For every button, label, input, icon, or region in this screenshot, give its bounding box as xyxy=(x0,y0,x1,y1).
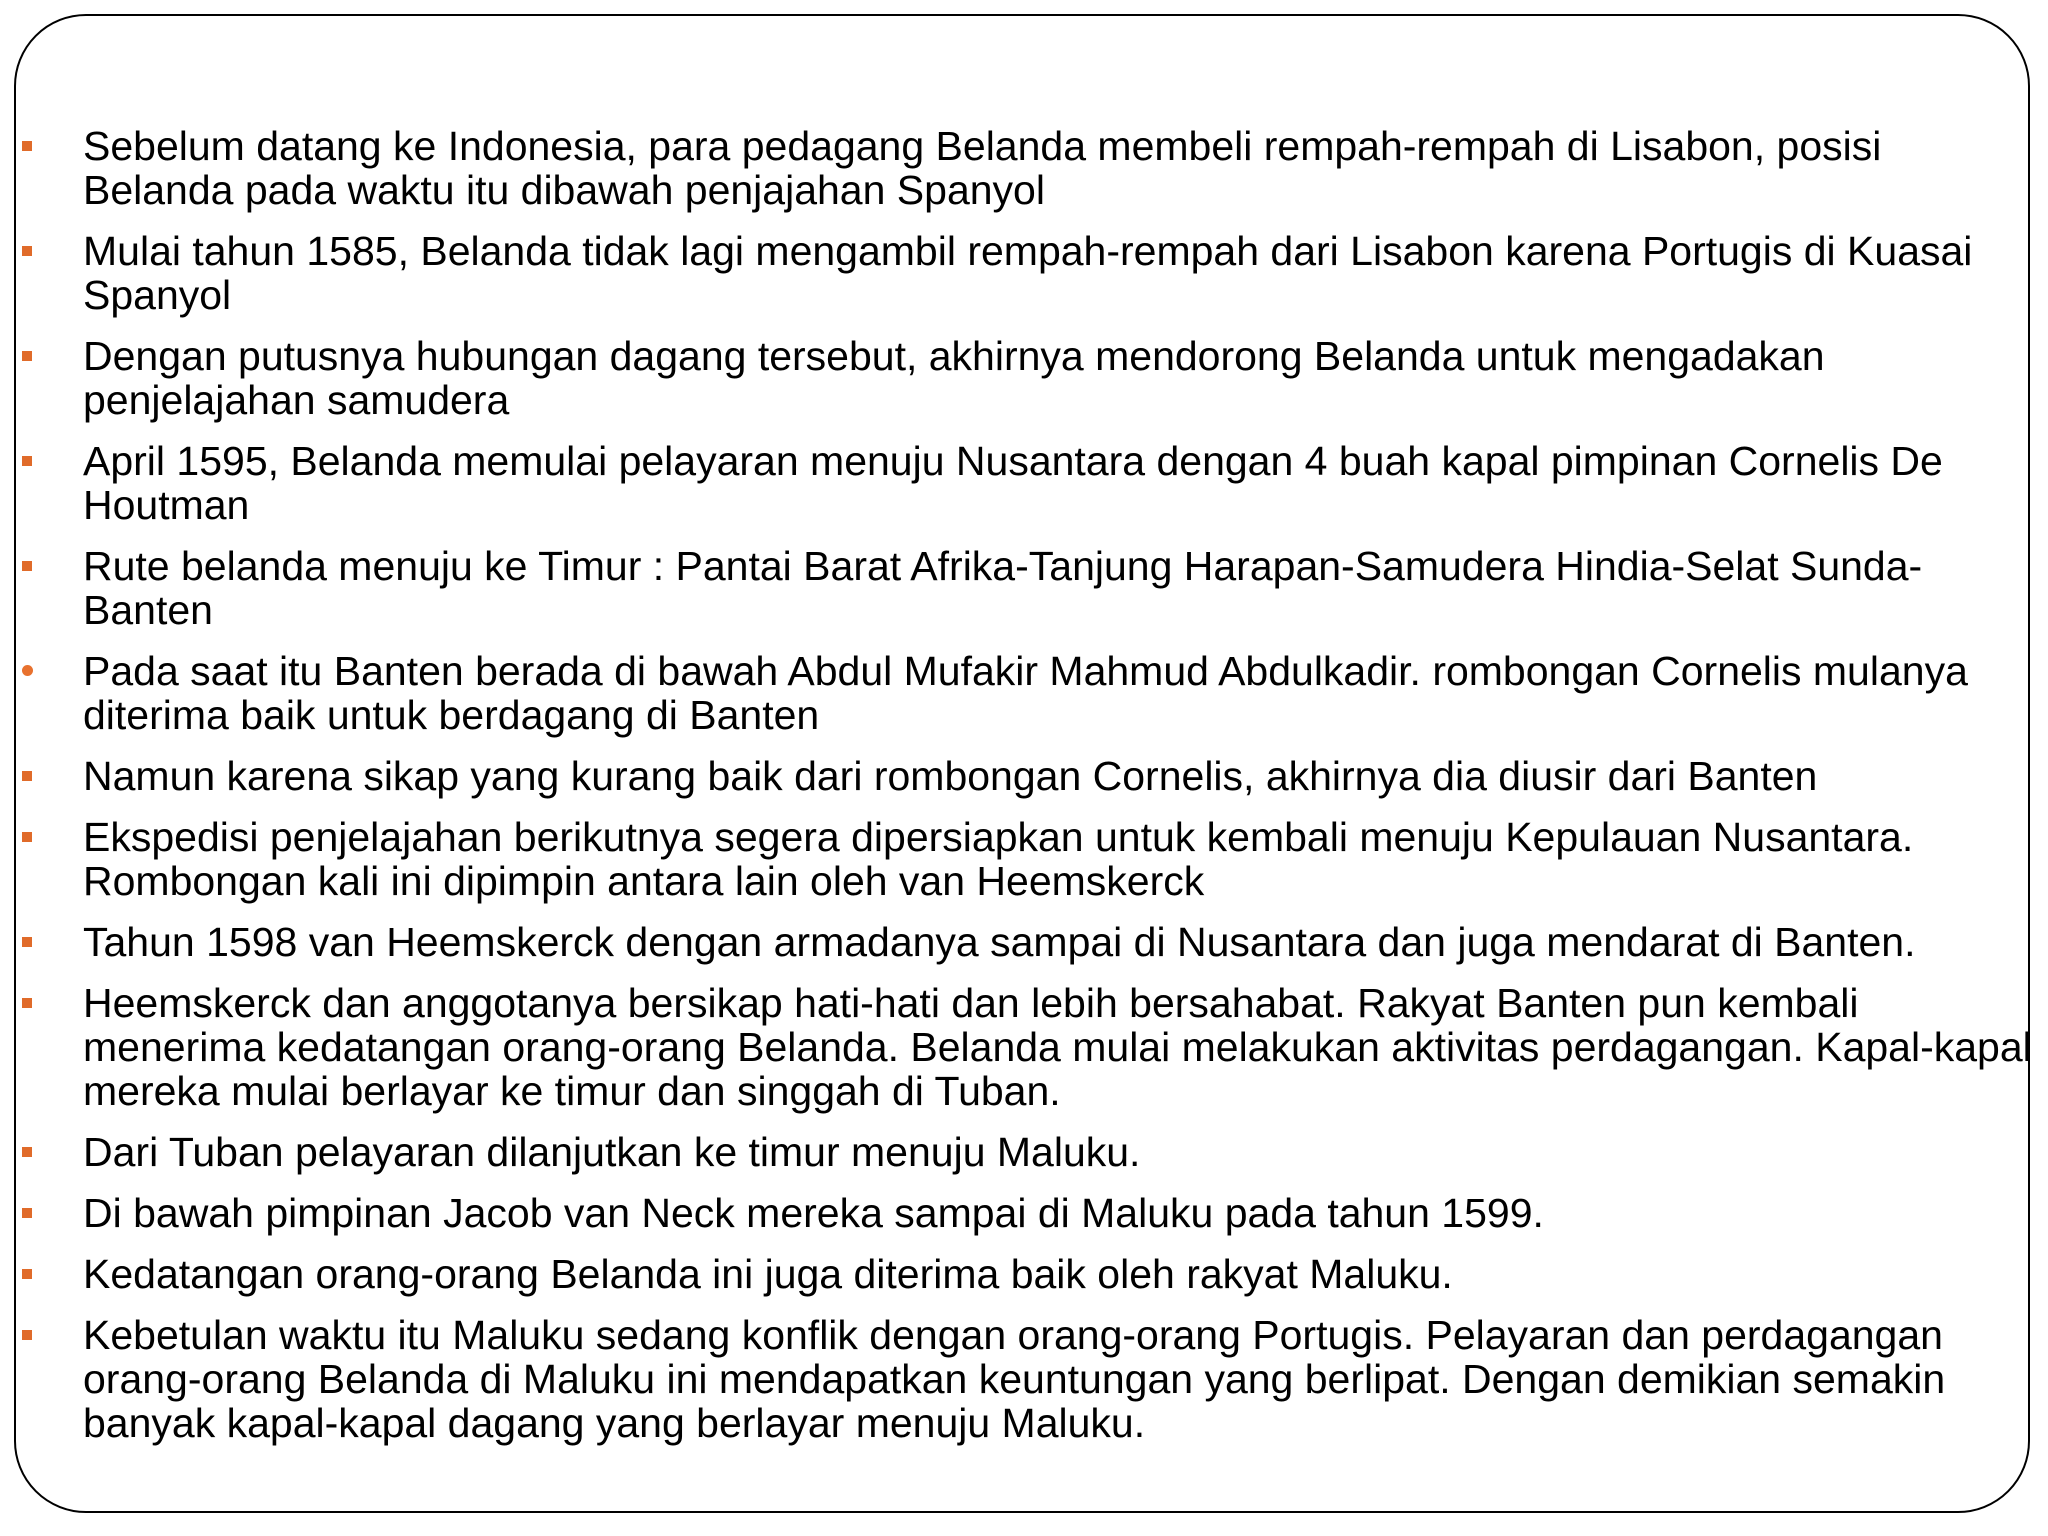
square-bullet-icon xyxy=(22,1269,32,1279)
square-bullet-icon xyxy=(22,456,32,466)
square-bullet-icon xyxy=(22,561,32,571)
bullet-item xyxy=(22,1313,2034,1445)
square-bullet-icon xyxy=(22,998,32,1008)
bullet-text: Sebelum datang ke Indonesia, para pedagang Belanda membeli rempah-rempah di Lisabon, posisi Belanda pada waktu itu dibawah penjajahan Spanyol xyxy=(83,123,1882,213)
square-bullet-icon xyxy=(22,937,32,947)
bullet-item xyxy=(22,754,2034,798)
bullet-item xyxy=(22,124,2034,212)
square-bullet-icon xyxy=(22,1208,32,1218)
bullet-item xyxy=(22,1252,2034,1296)
round-bullet-icon xyxy=(22,665,33,676)
square-bullet-icon xyxy=(22,771,32,781)
bullet-text: Namun karena sikap yang kurang baik dari rombongan Cornelis, akhirnya dia diusir dari Banten xyxy=(83,753,1818,799)
bullet-text: Pada saat itu Banten berada di bawah Abdul Mufakir Mahmud Abdulkadir. rombongan Cornelis mulanya diterima baik untuk berdagang di Banten xyxy=(83,648,1968,738)
square-bullet-icon xyxy=(22,351,32,361)
bullet-item xyxy=(22,981,2034,1113)
bullet-text: Rute belanda menuju ke Timur : Pantai Barat Afrika-Tanjung Harapan-Samudera Hindia-Selat Sunda-Banten xyxy=(83,543,1923,633)
bullet-item xyxy=(22,1191,2034,1235)
square-bullet-icon xyxy=(22,246,32,256)
bullet-text: Kedatangan orang-orang Belanda ini juga diterima baik oleh rakyat Maluku. xyxy=(83,1251,1453,1297)
bullet-text: Di bawah pimpinan Jacob van Neck mereka sampai di Maluku pada tahun 1599. xyxy=(83,1190,1544,1236)
bullet-text: Tahun 1598 van Heemskerck dengan armadanya sampai di Nusantara dan juga mendarat di Banten. xyxy=(83,919,1916,965)
square-bullet-icon xyxy=(22,141,32,151)
bullet-text: Kebetulan waktu itu Maluku sedang konflik dengan orang-orang Portugis. Pelayaran dan perdagangan orang-orang Belanda di Maluku ini mendapatkan keuntungan yang berlipat. Dengan demikian semakin banyak kapal-kapal dagang yang berlayar menuju Maluku. xyxy=(83,1312,1946,1446)
bullet-text: Heemskerck dan anggotanya bersikap hati-hati dan lebih bersahabat. Rakyat Banten pun kembali menerima kedatangan orang-orang Belanda. Belanda mulai melakukan aktivitas perdagangan. Kapal-kapal mereka mulai berlayar ke timur dan singgah di Tuban. xyxy=(83,980,2032,1114)
bullet-list xyxy=(22,124,2034,1462)
bullet-text: Dari Tuban pelayaran dilanjutkan ke timur menuju Maluku. xyxy=(83,1129,1141,1175)
square-bullet-icon xyxy=(22,832,32,842)
bullet-item xyxy=(22,334,2034,422)
bullet-item xyxy=(22,439,2034,527)
bullet-item xyxy=(22,649,2034,737)
bullet-item xyxy=(22,1130,2034,1174)
square-bullet-icon xyxy=(22,1147,32,1157)
bullet-item xyxy=(22,229,2034,317)
bullet-text: April 1595, Belanda memulai pelayaran menuju Nusantara dengan 4 buah kapal pimpinan Cornelis De Houtman xyxy=(83,438,1943,528)
bullet-item xyxy=(22,920,2034,964)
bullet-text: Dengan putusnya hubungan dagang tersebut, akhirnya mendorong Belanda untuk mengadakan penjelajahan samudera xyxy=(83,333,1825,423)
square-bullet-icon xyxy=(22,1330,32,1340)
bullet-item xyxy=(22,544,2034,632)
bullet-text: Mulai tahun 1585, Belanda tidak lagi mengambil rempah-rempah dari Lisabon karena Portugis di Kuasai Spanyol xyxy=(83,228,1973,318)
bullet-text: Ekspedisi penjelajahan berikutnya segera dipersiapkan untuk kembali menuju Kepulauan Nusantara. Rombongan kali ini dipimpin antara lain oleh van Heemskerck xyxy=(83,814,1914,904)
bullet-item xyxy=(22,815,2034,903)
